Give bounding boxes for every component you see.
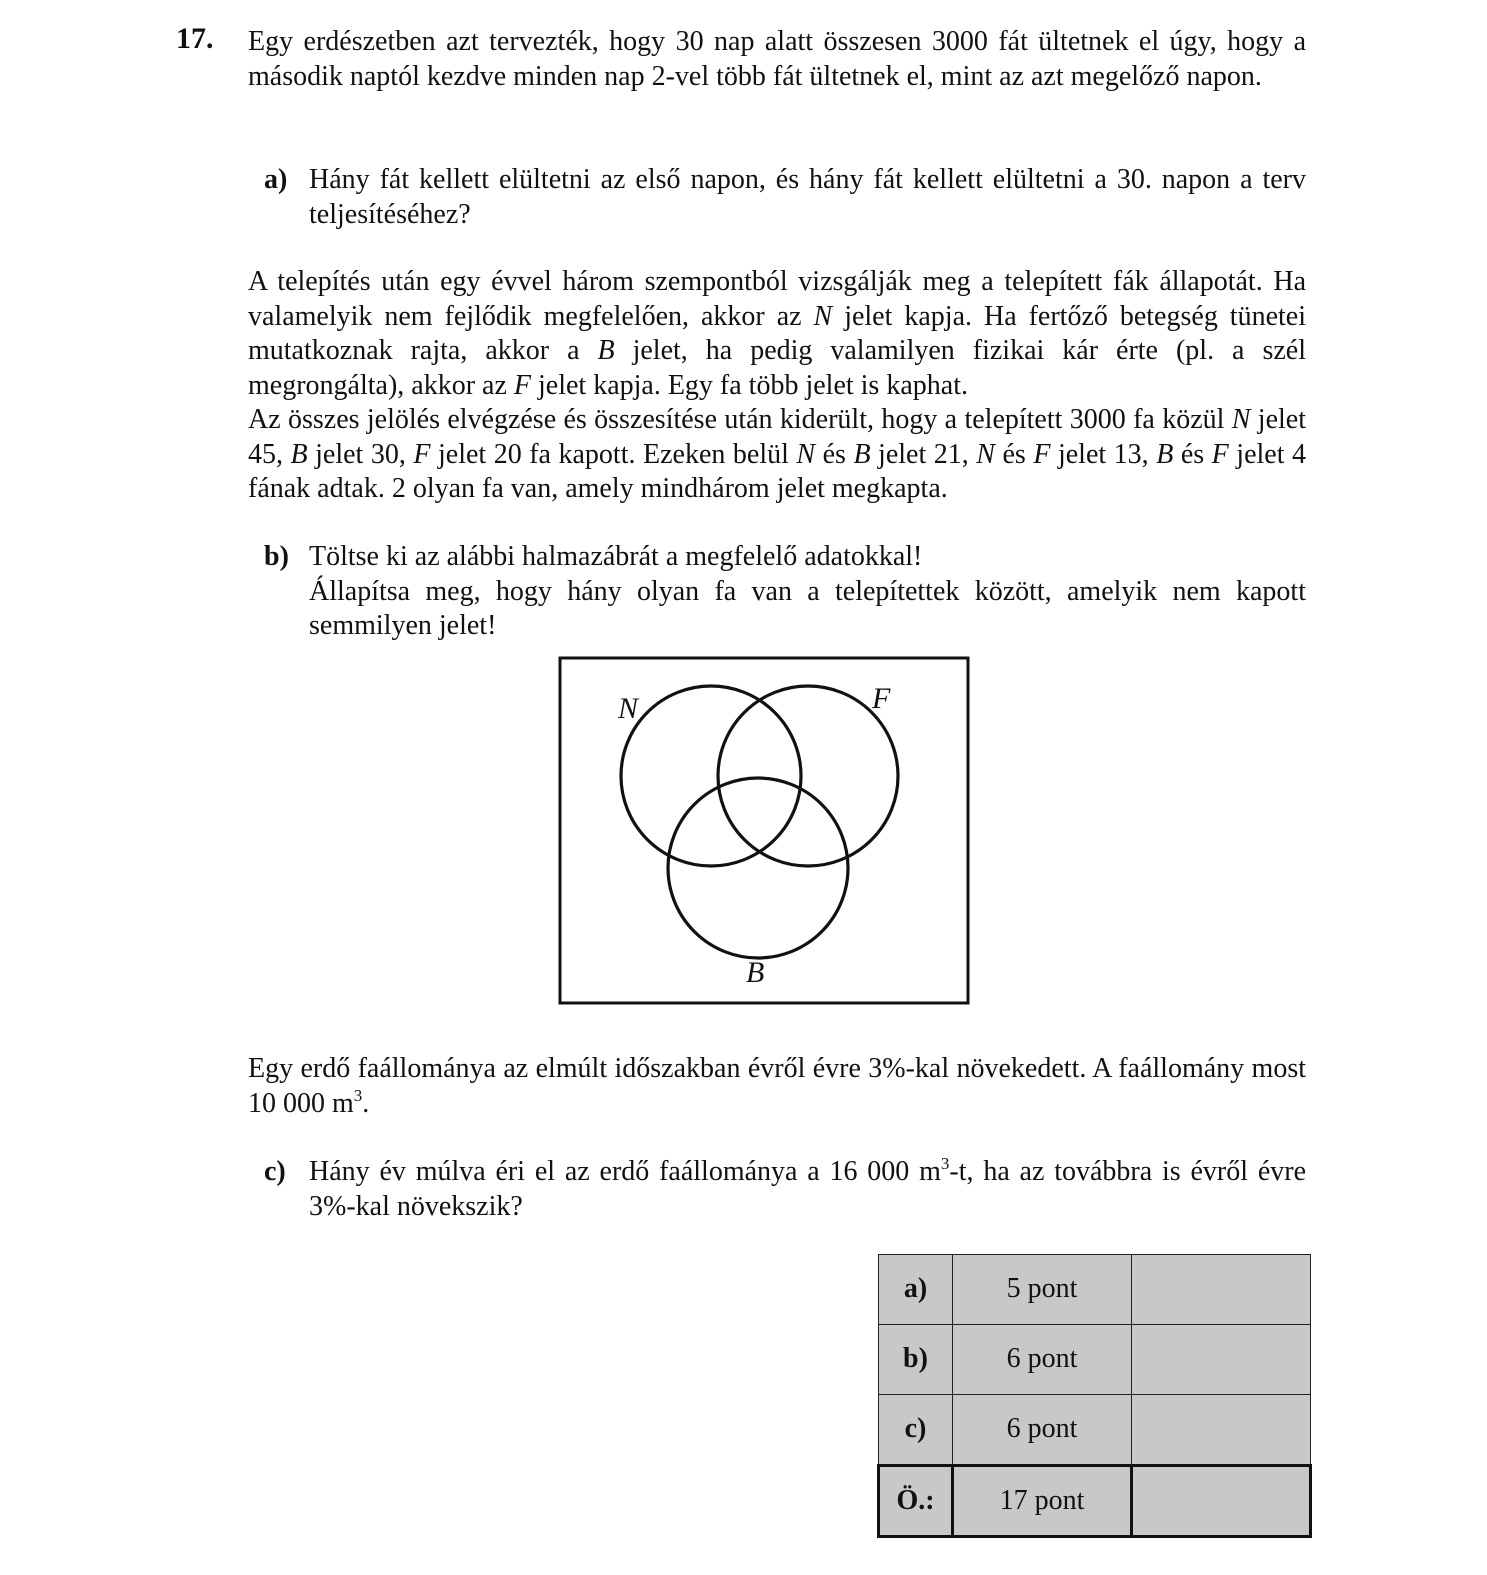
score-row-input[interactable] (1132, 1325, 1311, 1395)
score-row-total (879, 1466, 1311, 1537)
score-table (877, 1254, 1312, 1538)
problem-number: 17. (176, 22, 214, 55)
context-b-paragraph-1: A telepítés után egy évvel három szempontból vizsgálják meg a telepített fák állapotát. Ha valamelyik nem fejlődik megfelelően, akkor az N jelet kapja. Ha fertőző betegség tünetei mutatkoznak rajta, akkor a B jelet, ha pedig valamilyen fizikai kár érte (pl. a szél megrongálta), akkor az F jelet kapja. Egy fa több jelet is kaphat. (248, 266, 1306, 401)
venn-label-b: B (746, 956, 765, 989)
venn-circle-n[interactable] (621, 686, 801, 866)
part-b-context (248, 265, 1306, 507)
part-c-context (248, 1052, 1306, 1121)
score-row-input[interactable] (1132, 1255, 1311, 1325)
score-row-input[interactable] (1132, 1395, 1311, 1466)
part-c-question (309, 1155, 1306, 1224)
venn-label-n: N (618, 692, 639, 725)
score-row-label: c) (879, 1395, 953, 1466)
part-c-text: Hány év múlva éri el az erdő faállománya a 16 000 $m^3-t$, ha az továbbra is évről évre 3%-kal növekszik? (309, 1154, 1306, 1222)
score-total-input[interactable] (1132, 1466, 1311, 1537)
context-c-text: Egy erdő faállománya az elmúlt időszakban évről évre 3%-kal növekedett. A faállomány most 10 000 $m^3$. (248, 1053, 1306, 1119)
part-b-line-1: Töltse ki az alábbi halmazábrát a megfelelő adatokkal! (309, 541, 923, 572)
score-total-points: 17 pont (953, 1466, 1132, 1537)
score-row-a (879, 1255, 1311, 1325)
score-row-points: 6 pont (953, 1325, 1132, 1395)
part-a-text: Hány fát kellett elültetni az első napon, és hány fát kellett elültetni a 30. napon a terv teljesítéséhez? (309, 164, 1306, 230)
part-a-question (309, 163, 1306, 232)
venn-diagram (558, 656, 972, 1006)
score-row-label: a) (879, 1255, 953, 1325)
score-total-label: Ö.: (879, 1466, 953, 1537)
score-row-c (879, 1395, 1311, 1466)
context-b-paragraph-2: Az összes jelölés elvégzése és összesítése után kiderült, hogy a telepített 3000 fa közül N jelet 45, B jelet 30, F jelet 20 fa kapott. Ezeken belül N és B jelet 21, N és F jelet 13, B és F jelet 4 fának adtak. 2 olyan fa van, amely mindhárom jelet megkapta. (248, 404, 1307, 504)
part-c-label: c) (264, 1156, 286, 1187)
problem-intro (248, 25, 1306, 94)
venn-circle-f[interactable] (718, 686, 898, 866)
part-b-question (309, 540, 1306, 644)
venn-circle-b[interactable] (668, 778, 848, 958)
score-row-b (879, 1325, 1311, 1395)
score-row-label: b) (879, 1325, 953, 1395)
score-row-points: 6 pont (953, 1395, 1132, 1466)
venn-label-f: F (872, 682, 891, 715)
part-a-label: a) (264, 164, 288, 195)
problem-intro-text: Egy erdészetben azt tervezték, hogy 30 nap alatt összesen 3000 fát ültetnek el úgy, hogy a második naptól kezdve minden nap 2-vel több fát ültetnek el, mint az azt megelőző napon. (248, 26, 1306, 92)
score-row-points: 5 pont (953, 1255, 1132, 1325)
part-b-line-2: Állapítsa meg, hogy hány olyan fa van a telepítettek között, amelyik nem kapott semmilyen jelet! (309, 575, 1306, 641)
part-b-label: b) (264, 541, 289, 572)
